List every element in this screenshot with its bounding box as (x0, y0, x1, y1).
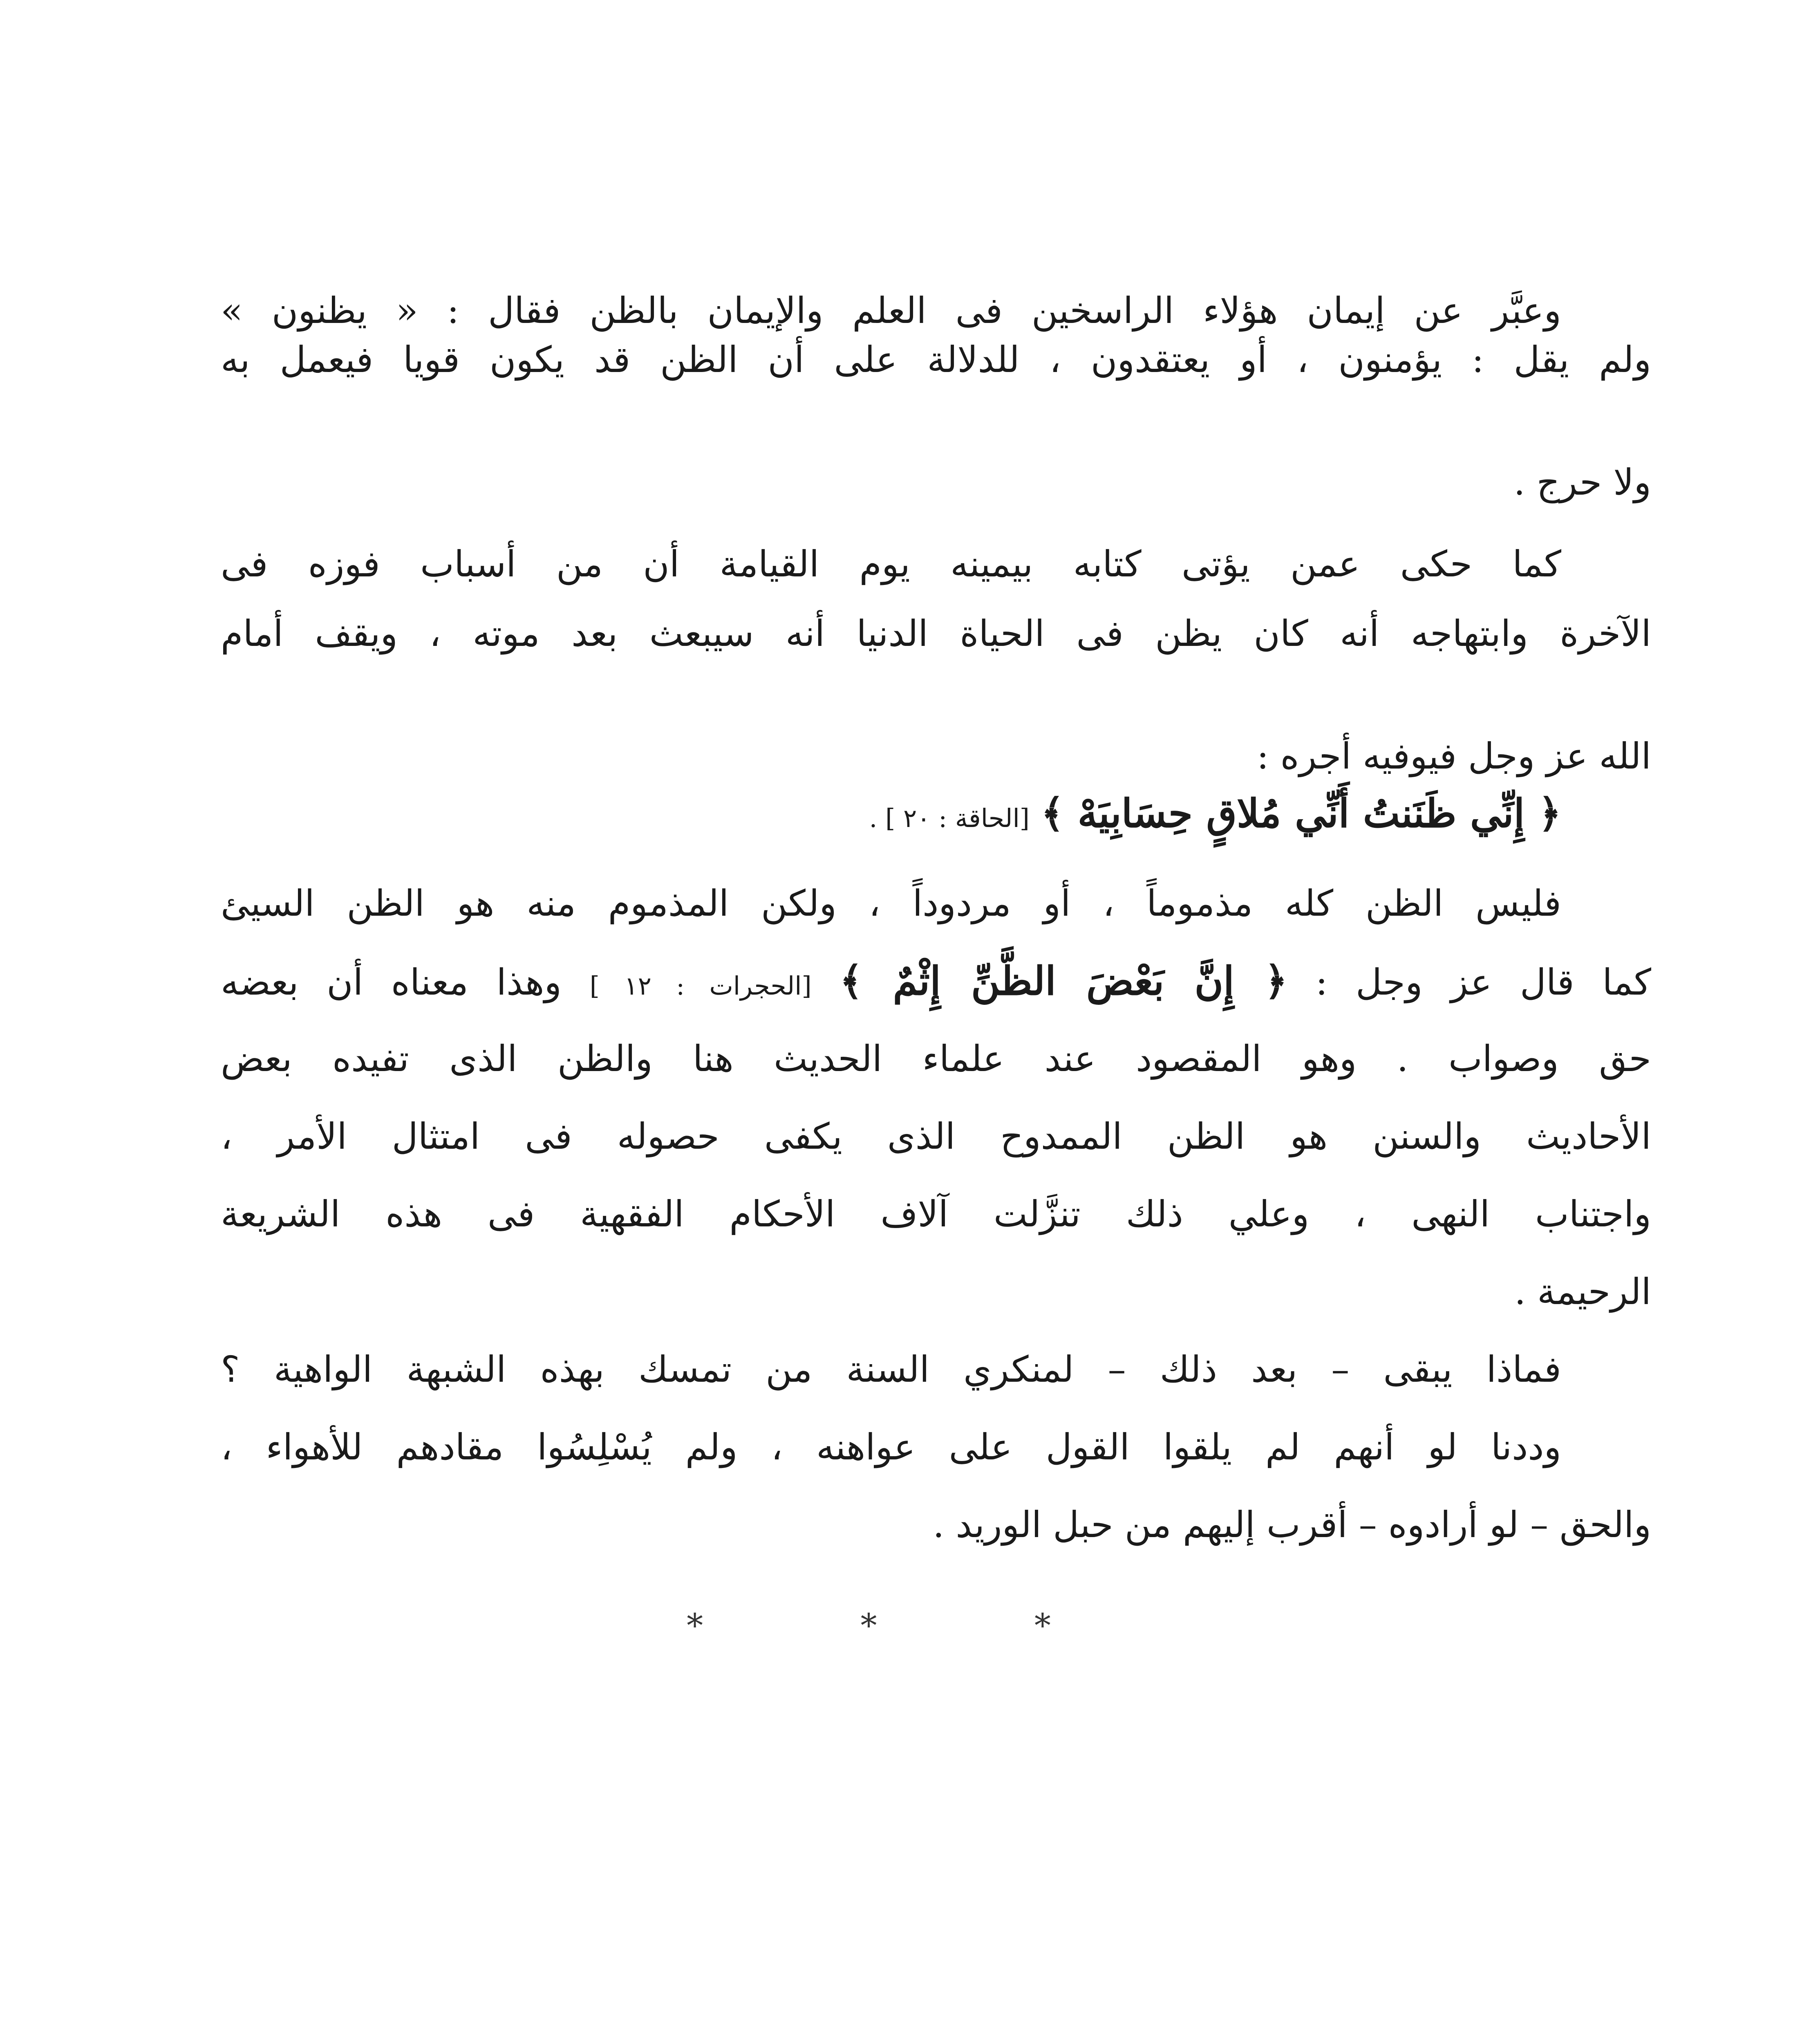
text-line: الآخرة وابتهاجه أنه كان يظن فى الحياة الدنيا أنه سيبعث بعد موته ، ويقف أمام (221, 612, 1651, 654)
text-line: كما حكى عمن يؤتى كتابه بيمينه يوم القيامة أن من أسباب فوزه فى (221, 543, 1561, 585)
quran-verse: ﴿ إِنَّ بَعْضَ الظَّنِّ إِثْمٌ ﴾ (839, 958, 1288, 1004)
text-line: فماذا يبقى – بعد ذلك – لمنكري السنة من تمسك بهذه الشبهة الواهية ؟ (221, 1348, 1561, 1390)
text-line: الله عز وجل فيوفيه أجره : (1256, 735, 1651, 777)
text-line-with-verse (221, 957, 1651, 1011)
text-line: ولم يقل : يؤمنون ، أو يعتقدون ، للدلالة على أن الظن قد يكون قويا فيعمل به (221, 338, 1651, 381)
text-line: وعبَّر عن إيمان هؤلاء الراسخين فى العلم والإيمان بالظن فقال : « يظنون » (221, 289, 1562, 332)
text-line: واجتناب النهى ، وعلي ذلك تنزَّلت آلاف الأحكام الفقهية فى هذه الشريعة (221, 1193, 1651, 1235)
verse-reference: [الحاقة : ٢٠ ] . (869, 803, 1030, 833)
text-line: الرحيمة . (1514, 1271, 1651, 1313)
text-line: وددنا لو أنهم لم يلقوا القول على عواهنه ، ولم يُسْلِسُوا مقادهم للأهواء ، (221, 1426, 1561, 1468)
section-separator: * * * (687, 1607, 1124, 1645)
text-line: فليس الظن كله مذموماً ، أو مردوداً ، ولكن المذموم منه هو الظن السيئ (221, 882, 1561, 924)
text-line: والحق – لو أرادوه – أقرب إليهم من حبل الوريد . (933, 1504, 1651, 1546)
text-line: حق وصواب . وهو المقصود عند علماء الحديث هنا والظن الذى تفيده بعض (221, 1038, 1651, 1080)
text-line: الأحاديث والسنن هو الظن الممدوح الذى يكفى حصوله فى امتثال الأمر ، (221, 1115, 1651, 1157)
verse-reference: [الحجرات : ١٢ ] (589, 971, 812, 1001)
text-fragment: وهذا معناه أن بعضه (221, 961, 562, 1003)
text-fragment: كما قال عز وجل : (1315, 961, 1651, 1003)
quran-verse-line (221, 789, 1651, 843)
text-line: ولا حرج . (1513, 461, 1651, 503)
quran-verse: ﴿ إِنِّي ظَنَنتُ أَنِّي مُلاقٍ حِسَابِيَهْ ﴾ (1041, 790, 1561, 836)
